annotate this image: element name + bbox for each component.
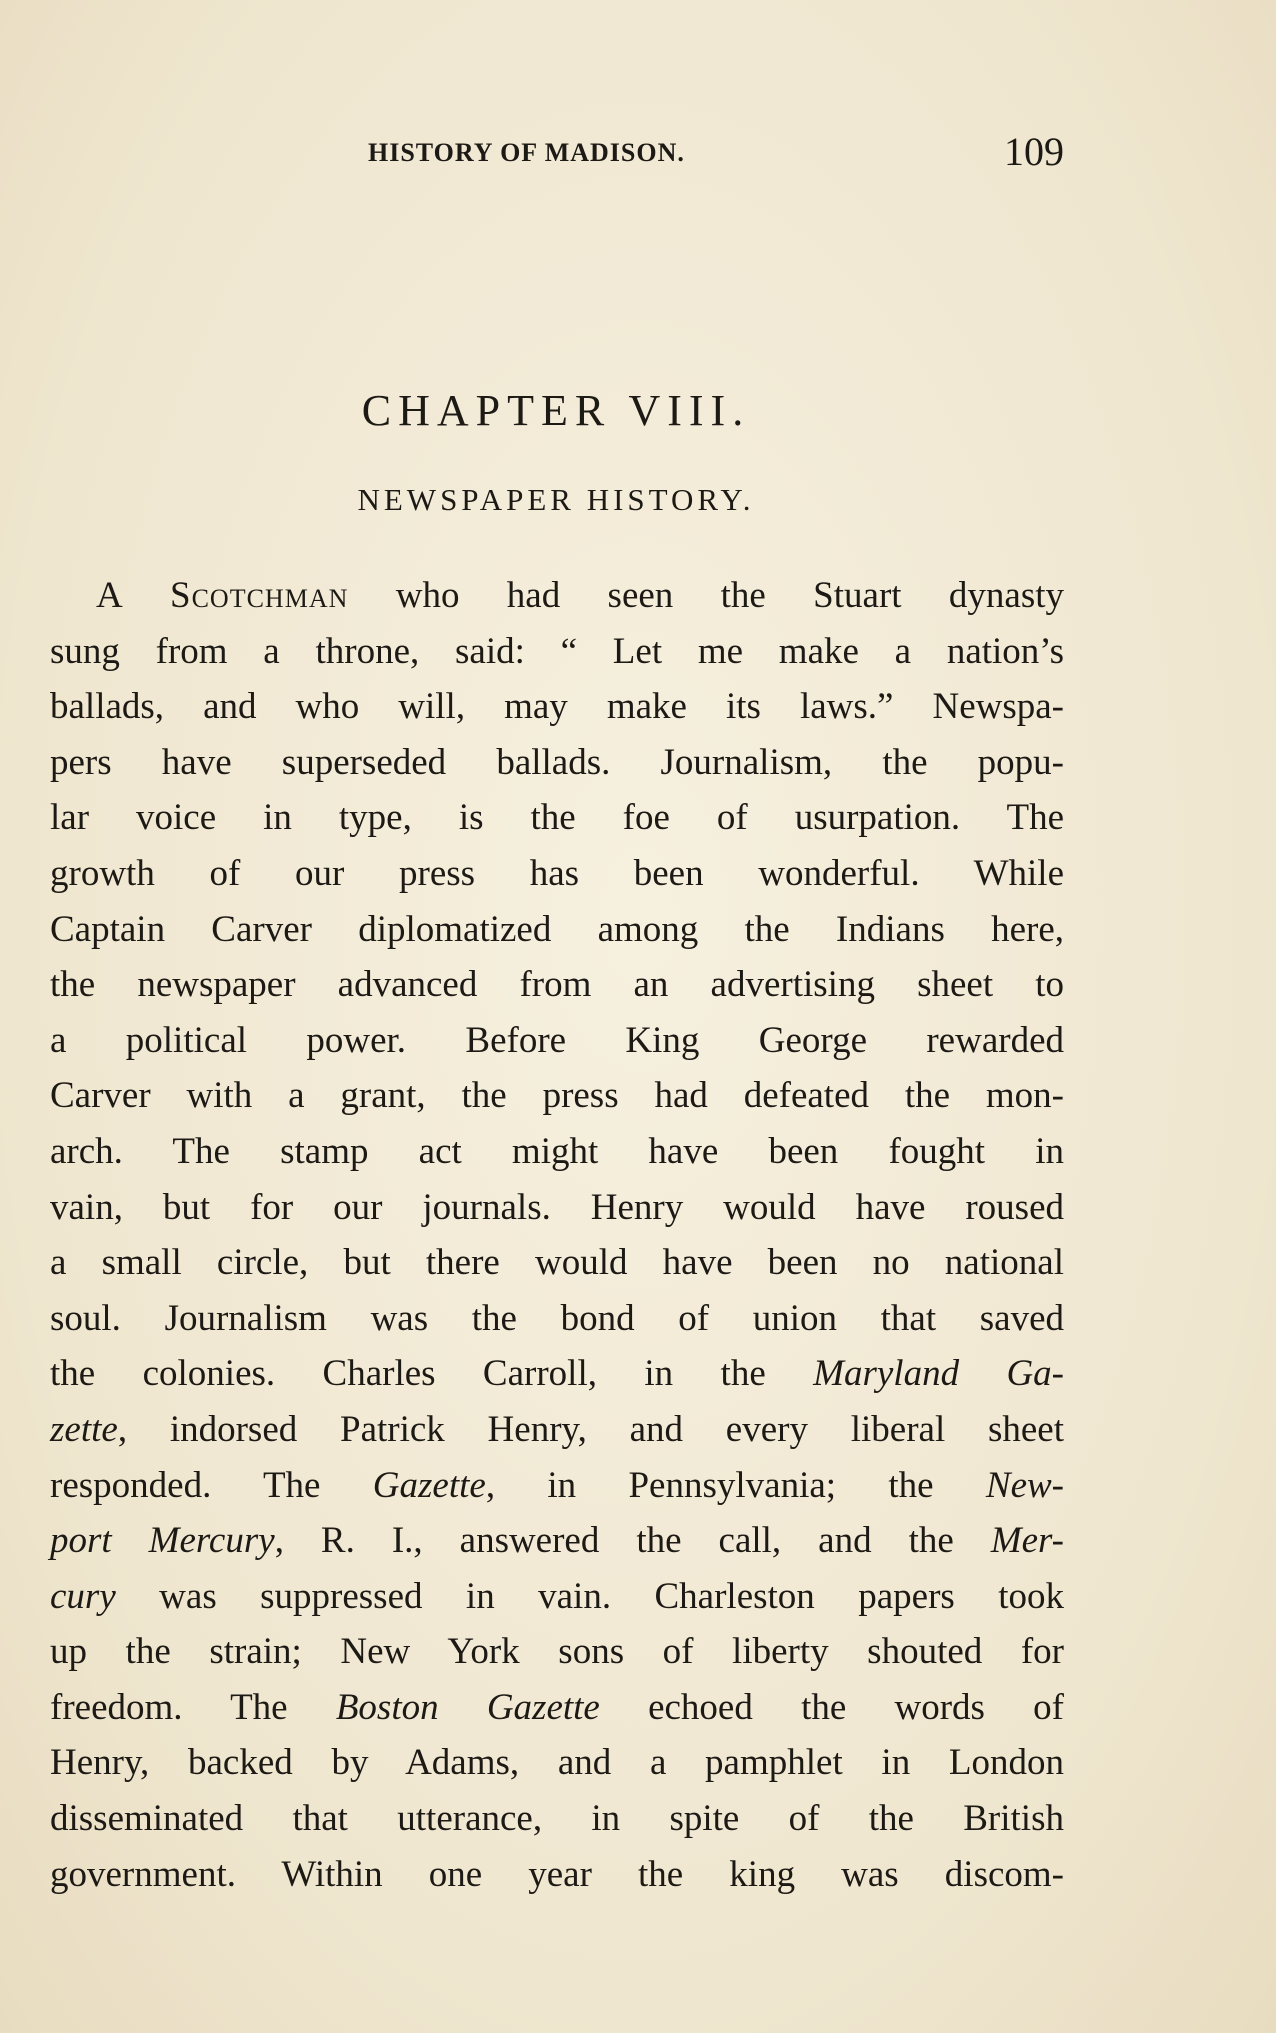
italic-title: New- bbox=[985, 1464, 1064, 1506]
text-line: pers have superseded ballads. Journalism, the popu- bbox=[50, 741, 1064, 783]
text-line: responded. The Gazette, in Pennsylvania; the New- bbox=[50, 1464, 1064, 1506]
text-line: ballads, and who will, may make its laws.” Newspa- bbox=[50, 686, 1064, 728]
section-title: NEWSPAPER HISTORY. bbox=[357, 482, 755, 517]
page-number: 109 bbox=[1004, 129, 1064, 174]
text-line: soul. Journalism was the bond of union that saved bbox=[50, 1297, 1064, 1339]
running-title: HISTORY OF MADISON. bbox=[368, 138, 685, 167]
italic-title: Maryland Ga- bbox=[813, 1353, 1064, 1395]
body-text bbox=[50, 568, 1064, 1902]
italic-title: Boston Gazette bbox=[335, 1686, 600, 1728]
text-line: cury was suppressed in vain. Charleston papers took bbox=[50, 1575, 1064, 1617]
text-line: growth of our press has been wonderful. While bbox=[50, 852, 1064, 894]
text-line: up the strain; New York sons of liberty shouted for bbox=[50, 1631, 1064, 1673]
text-line: government. Within one year the king was discom- bbox=[50, 1853, 1064, 1895]
text-line: Captain Carver diplomatized among the Indians here, bbox=[50, 908, 1064, 950]
text-line: Henry, backed by Adams, and a pamphlet in London bbox=[50, 1742, 1064, 1784]
text-line: lar voice in type, is the foe of usurpation. The bbox=[50, 797, 1064, 839]
small-caps-word: A Scotchman bbox=[96, 575, 349, 616]
running-head bbox=[48, 128, 1064, 178]
text-line: disseminated that utterance, in spite of the British bbox=[50, 1798, 1064, 1840]
text-line: freedom. The Boston Gazette echoed the words of bbox=[50, 1686, 1064, 1728]
text-line: a political power. Before King George rewarded bbox=[50, 1019, 1064, 1061]
text-line: vain, but for our journals. Henry would have roused bbox=[50, 1186, 1064, 1228]
text-line: the colonies. Charles Carroll, in the Maryland Ga- bbox=[50, 1353, 1064, 1395]
text-line: the newspaper advanced from an advertising sheet to bbox=[50, 964, 1064, 1006]
italic-title: Gazette bbox=[372, 1464, 486, 1506]
text-line: Carver with a grant, the press had defeated the mon- bbox=[50, 1075, 1064, 1117]
text-line: port Mercury, R. I., answered the call, and the Mer- bbox=[50, 1520, 1064, 1562]
text-line: A Scotchman who had seen the Stuart dynasty bbox=[96, 575, 1064, 616]
italic-title: Mer- bbox=[990, 1520, 1064, 1562]
italic-title: cury bbox=[50, 1575, 116, 1617]
text-line: arch. The stamp act might have been fought in bbox=[50, 1130, 1064, 1172]
chapter-title: CHAPTER VIII. bbox=[361, 386, 751, 435]
italic-title: port Mercury bbox=[50, 1520, 275, 1562]
text-line: a small circle, but there would have been no national bbox=[50, 1242, 1064, 1284]
italic-title: zette bbox=[50, 1408, 118, 1450]
text-line: zette, indorsed Patrick Henry, and every liberal sheet bbox=[50, 1408, 1064, 1450]
text-line: sung from a throne, said: “ Let me make a nation’s bbox=[50, 630, 1064, 672]
